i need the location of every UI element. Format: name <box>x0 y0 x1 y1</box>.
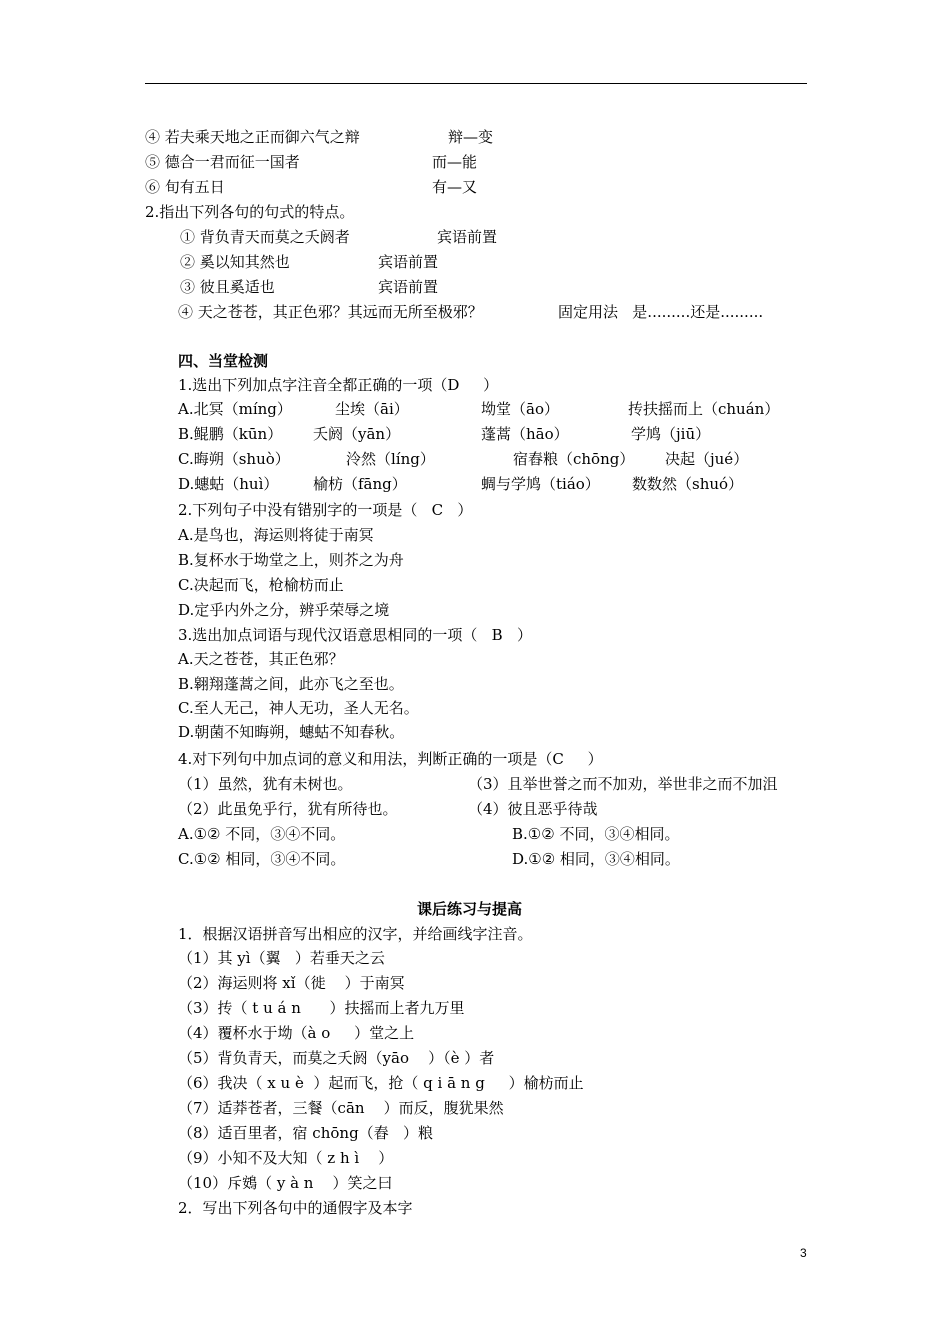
tongjia-answer-4: 辩—变 <box>448 128 494 146</box>
check-q3-stem: 3.选出加点词语与现代汉语意思相同的一项（ B ） <box>178 626 532 644</box>
check-q4-option-c: C.①② 相同，③④不同。 <box>178 850 346 868</box>
after-item-4: （4）覆杯水于坳（à o ）堂之上 <box>178 1024 415 1042</box>
after-item-6: （6）我决（ x u è ）起而飞，抢（ q i ā n g ）榆枋而止 <box>178 1074 584 1092</box>
check-q2-option-b: B.复杯水于坳堂之上，则芥之为舟 <box>178 551 404 569</box>
after-item-10: （10）斥鴳（ y à n ）笑之曰 <box>178 1174 393 1192</box>
after-item-5: （5）背负青天，而莫之夭阏（yāo ）（è ）者 <box>178 1049 495 1067</box>
q2-answer-3: 宾语前置 <box>378 278 439 296</box>
check-q3-option-d: D.朝菌不知晦朔，蟪蛄不知春秋。 <box>178 723 405 741</box>
tongjia-item-6: ⑥ 旬有五日 <box>145 178 225 196</box>
tongjia-answer-5: 而—能 <box>432 153 478 171</box>
section-title-after-class: 课后练习与提高 <box>417 900 523 918</box>
q2-item-4: ④ 天之苍苍，其正色邪？其远而无所至极邪？ <box>178 303 483 321</box>
after-item-9: （9）小知不及大知（ z h ì ） <box>178 1149 394 1167</box>
check-q4-sentence-4: （4）彼且恶乎待哉 <box>468 800 598 818</box>
check-q1-row-c-1: C.晦朔（shuò） <box>178 450 290 468</box>
check-q4-sentence-3: （3）且举世誉之而不加劝，举世非之而不加沮 <box>468 775 778 793</box>
check-q1-row-a-4: 抟扶摇而上（chuán） <box>628 400 780 418</box>
check-q1-row-d-1: D.蟪蛄（huì） <box>178 475 279 493</box>
q2-item-3: ③ 彼且奚适也 <box>180 278 275 296</box>
check-q3-option-b: B.翱翔蓬蒿之间，此亦飞之至也。 <box>178 675 404 693</box>
after-q1-stem: 1．根据汉语拼音写出相应的汉字，并给画线字注音。 <box>178 925 533 943</box>
check-q1-row-a-1: A.北冥（míng） <box>178 400 292 418</box>
check-q4-option-a: A.①② 不同，③④不同。 <box>178 825 346 843</box>
check-q2-option-d: D.定乎内外之分，辨乎荣辱之境 <box>178 601 390 619</box>
q2-answer-2: 宾语前置 <box>378 253 439 271</box>
q2-item-2: ② 奚以知其然也 <box>180 253 290 271</box>
tongjia-answer-6: 有—又 <box>432 178 478 196</box>
check-q1-row-c-3: 宿舂粮（chōng） <box>513 450 635 468</box>
check-q2-option-a: A.是鸟也，海运则将徒于南冥 <box>178 526 374 544</box>
check-q4-option-d: D.①② 相同，③④相同。 <box>512 850 680 868</box>
check-q1-stem: 1.选出下列加点字注音全都正确的一项（D ） <box>178 376 499 394</box>
page-number: 3 <box>800 1246 807 1260</box>
check-q1-row-c-4: 决起（jué） <box>665 450 749 468</box>
q2-title: 2.指出下列各句的句式的特点。 <box>145 203 355 221</box>
after-item-7: （7）适莽苍者，三餐（cān ）而反，腹犹果然 <box>178 1099 504 1117</box>
q2-item-1: ① 背负青天而莫之夭阏者 <box>180 228 350 246</box>
check-q1-row-d-4: 数数然（shuó） <box>632 475 744 493</box>
q2-answer-4: 固定用法 是.........还是......... <box>558 303 764 321</box>
q2-answer-1: 宾语前置 <box>437 228 498 246</box>
check-q1-row-b-2: 夭阏（yān） <box>313 425 401 443</box>
check-q1-row-c-2: 泠然（líng） <box>346 450 435 468</box>
check-q1-row-d-2: 榆枋（fāng） <box>313 475 407 493</box>
section-title-check: 四、当堂检测 <box>178 352 269 370</box>
header-rule <box>145 83 807 84</box>
check-q2-option-c: C.决起而飞，枪榆枋而止 <box>178 576 344 594</box>
check-q1-row-b-4: 学鸠（jiū） <box>631 425 711 443</box>
check-q1-row-a-3: 坳堂（āo） <box>481 400 559 418</box>
after-item-8: （8）适百里者，宿 chōng（舂 ）粮 <box>178 1124 433 1142</box>
check-q4-sentence-1: （1）虽然，犹有未树也。 <box>178 775 353 793</box>
check-q4-sentence-2: （2）此虽免乎行，犹有所待也。 <box>178 800 398 818</box>
check-q3-option-a: A.天之苍苍，其正色邪？ <box>178 650 344 668</box>
check-q4-stem: 4.对下列句中加点词的意义和用法，判断正确的一项是（C ） <box>178 750 603 768</box>
after-item-1: （1）其 yì（翼 ）若垂天之云 <box>178 949 385 967</box>
check-q3-option-c: C.至人无己，神人无功，圣人无名。 <box>178 699 419 717</box>
check-q4-option-b: B.①② 不同，③④相同。 <box>512 825 680 843</box>
check-q1-row-b-1: B.鲲鹏（kūn） <box>178 425 283 443</box>
after-item-3: （3）抟（ t u á n ）扶摇而上者九万里 <box>178 999 465 1017</box>
tongjia-item-4: ④ 若夫乘天地之正而御六气之辩 <box>145 128 360 146</box>
after-item-2: （2）海运则将 xǐ（徙 ）于南冥 <box>178 974 405 992</box>
check-q2-stem: 2.下列句子中没有错别字的一项是（ C ） <box>178 501 473 519</box>
tongjia-item-5: ⑤ 德合一君而征一国者 <box>145 153 300 171</box>
check-q1-row-d-3: 蜩与学鸠（tiáo） <box>481 475 600 493</box>
check-q1-row-a-2: 尘埃（āi） <box>335 400 409 418</box>
after-q2-stem: 2．写出下列各句中的通假字及本字 <box>178 1199 413 1217</box>
check-q1-row-b-3: 蓬蒿（hāo） <box>481 425 569 443</box>
